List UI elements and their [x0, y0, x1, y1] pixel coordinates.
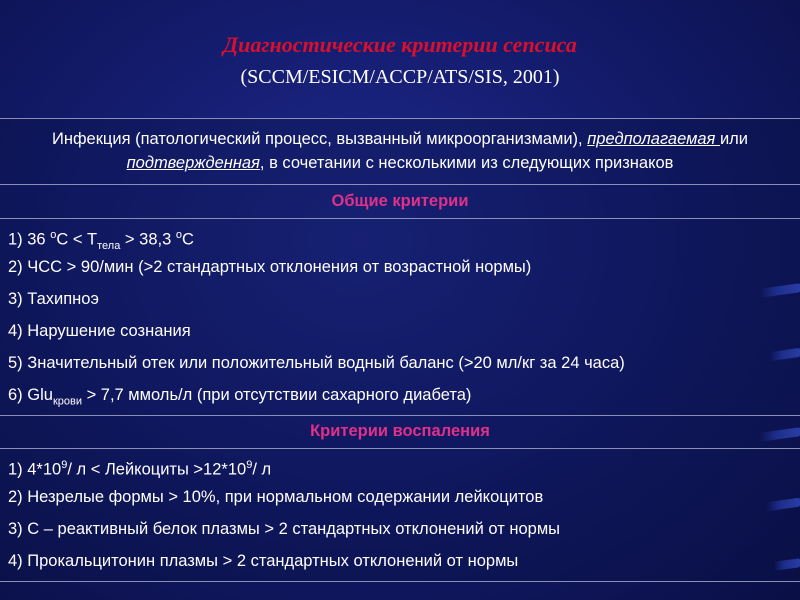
- intro-confirmed: подтвержденная: [126, 154, 260, 172]
- intro-tail: , в сочетании с несколькими из следующих признаков: [259, 154, 674, 172]
- intro-or: или: [719, 130, 749, 148]
- list-item: 3) С – реактивный белок плазмы > 2 стандартных отклонений от нормы: [8, 520, 561, 538]
- list-item: 1) 36 $^оС < Т_{тела} > 38,3$ $^о$С: [8, 229, 194, 252]
- intro-row: [0, 119, 800, 185]
- section-header-inflammation: Критерии воспаления: [0, 415, 800, 449]
- list-item: 2) ЧСС > 90/мин (>2 стандартных отклонения от возрастной нормы): [8, 258, 532, 276]
- slide-title: Диагностические критерии сепсиса: [223, 32, 577, 57]
- slide-subtitle: (SCCM/ESICM/ACCP/ATS/SIS, 2001): [240, 66, 560, 88]
- intro-text: Инфекция (патологический процесс, вызванный микроорганизмами),: [51, 130, 588, 148]
- criteria-table: [0, 118, 800, 582]
- list-item: 6) Glu$_{крови}$ > 7,7 ммоль/л (при отсутствии сахарного диабета): [8, 386, 472, 408]
- inflammation-criteria-list: [0, 449, 800, 581]
- intro-suspected: предполагаемая: [587, 130, 720, 148]
- general-criteria-list: [0, 219, 800, 416]
- list-item: 4) Нарушение сознания: [8, 322, 191, 340]
- list-item: 4) Прокальцитонин плазмы > 2 стандартных отклонений от нормы: [8, 552, 519, 570]
- section-header-general: Общие критерии: [0, 185, 800, 219]
- list-item: 5) Значительный отек или положительный водный баланс (>20 мл/кг за 24 часа): [8, 354, 625, 372]
- list-item: 2) Незрелые формы > 10%, при нормальном содержании лейкоцитов: [8, 488, 544, 506]
- list-item: 3) Тахипноэ: [8, 290, 99, 308]
- list-item: 1) $4*10^9/$ л < Лейкоциты $>12*10^9/$ л: [8, 459, 272, 479]
